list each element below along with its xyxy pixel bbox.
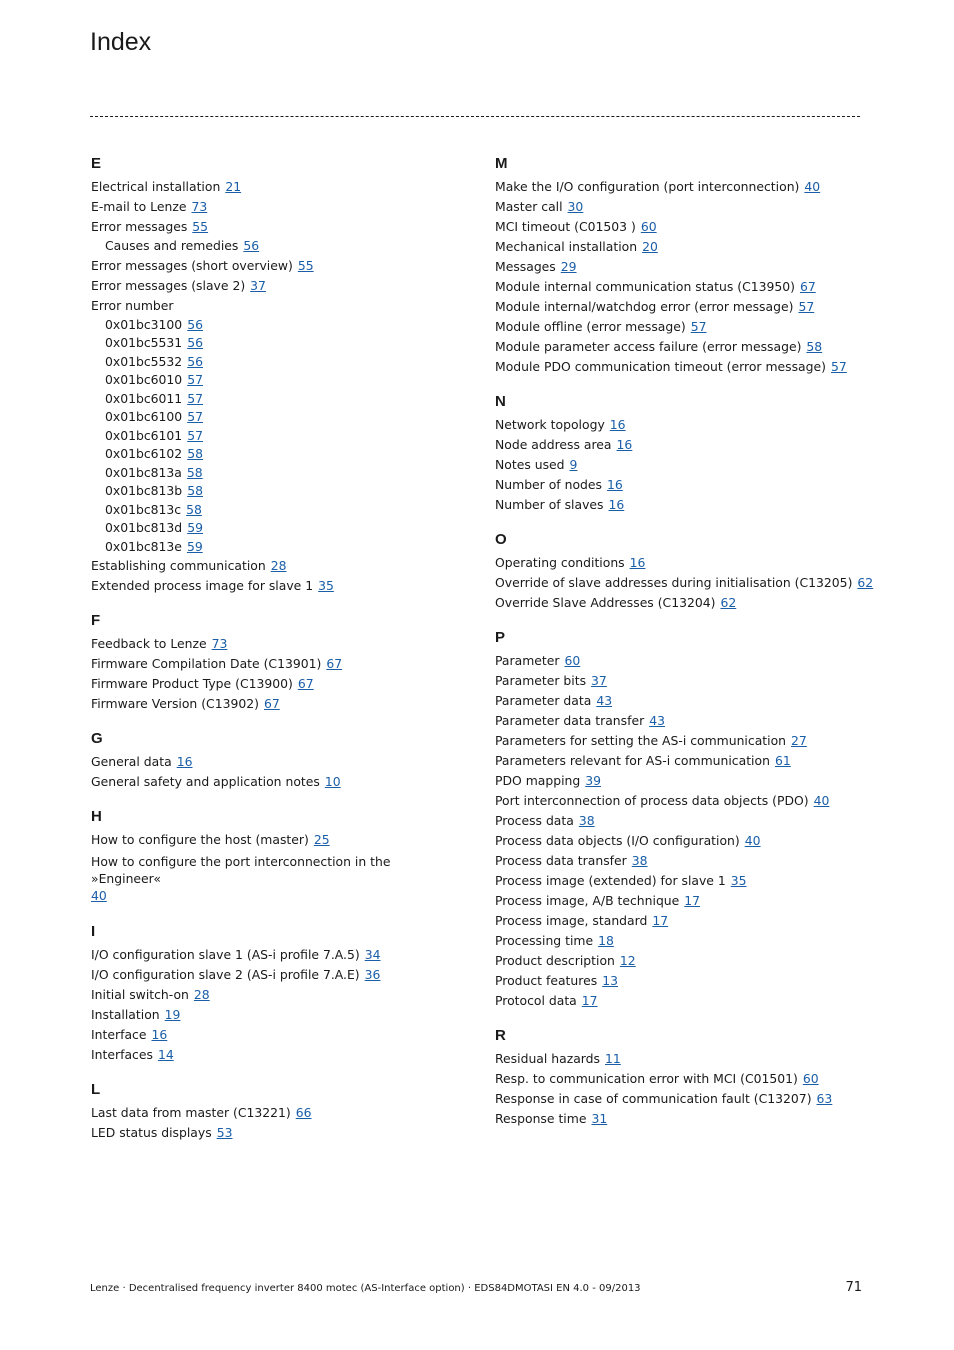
index-entry xyxy=(91,276,461,296)
page-link[interactable]: 67 xyxy=(799,279,816,294)
page-link[interactable]: 43 xyxy=(649,713,665,728)
index-letter-heading: O xyxy=(495,531,507,548)
page-link[interactable]: 55 xyxy=(297,257,314,273)
page-number: 71 xyxy=(845,1280,862,1295)
index-entry xyxy=(495,651,865,671)
index-entry-label: Process image, standard xyxy=(495,913,648,928)
page-link[interactable]: 58 xyxy=(806,339,823,354)
index-entry-label: I/O configuration slave 2 (AS-i profile 7.A.E) xyxy=(91,967,360,982)
page-link[interactable]: 10 xyxy=(324,774,341,789)
page-link[interactable]: 35 xyxy=(730,873,747,888)
page-link[interactable]: 16 xyxy=(606,477,623,492)
index-entry-label: Module PDO communication timeout (error message) xyxy=(495,359,826,374)
index-entry xyxy=(91,850,461,907)
index-entry xyxy=(91,634,461,654)
page-link[interactable]: 63 xyxy=(816,1091,833,1106)
index-entry xyxy=(495,435,865,455)
page-link[interactable]: 62 xyxy=(857,575,874,590)
index-entry xyxy=(91,945,461,965)
index-entry xyxy=(495,811,865,831)
index-entry-label: Firmware Version (C13902) xyxy=(91,696,259,711)
index-entry-label: Master call xyxy=(495,199,563,214)
page-link[interactable]: 57 xyxy=(187,390,203,406)
index-entry-label: Number of slaves xyxy=(495,497,604,512)
index-entry-label: Process image, A/B technique xyxy=(495,893,680,908)
page-link[interactable]: 28 xyxy=(270,558,287,573)
page-link[interactable]: 67 xyxy=(326,656,343,671)
index-entry xyxy=(91,464,461,483)
index-entry xyxy=(91,197,461,217)
page-link[interactable]: 57 xyxy=(830,359,847,374)
index-entry xyxy=(91,217,461,237)
page-link[interactable]: 17 xyxy=(652,913,669,928)
index-entry-label: Error messages (short overview) xyxy=(91,257,293,273)
index-entry-label: Module parameter access failure (error message) xyxy=(495,339,802,354)
index-letter-heading: E xyxy=(91,155,102,172)
page-link[interactable]: 57 xyxy=(187,427,203,443)
page-link[interactable]: 16 xyxy=(616,437,633,452)
index-entry xyxy=(495,337,865,357)
index-entry xyxy=(91,772,461,792)
page-link[interactable]: 17 xyxy=(581,993,598,1008)
index-entry-label: Parameters for setting the AS-i communication xyxy=(495,733,787,748)
index-entry xyxy=(495,691,865,711)
index-entry xyxy=(495,751,865,771)
page-link[interactable]: 73 xyxy=(211,636,228,651)
index-letter-heading: N xyxy=(495,393,506,410)
index-entry-label: 0x01bc813c xyxy=(105,501,182,517)
page-link[interactable]: 58 xyxy=(186,464,203,480)
index-entry-label: Number of nodes xyxy=(495,477,602,492)
index-entry xyxy=(91,965,461,985)
index-entry-label: Installation xyxy=(91,1007,160,1022)
index-letter-heading: L xyxy=(91,1081,101,1098)
page-link[interactable]: 17 xyxy=(684,893,701,908)
header-divider xyxy=(90,116,860,117)
index-entry-label: Module offline (error message) xyxy=(495,319,686,334)
index-entry-label: Error messages xyxy=(91,219,188,234)
index-entry-label: Error number xyxy=(91,297,174,313)
index-entry-label: Parameters relevant for AS-i communication xyxy=(495,753,770,768)
page-link[interactable]: 55 xyxy=(192,219,209,234)
index-entry-label: Protocol data xyxy=(495,993,577,1008)
page-link[interactable]: 38 xyxy=(631,853,648,868)
index-entry xyxy=(91,353,461,372)
index-entry xyxy=(495,851,865,871)
index-entry xyxy=(495,357,865,377)
page-link[interactable]: 59 xyxy=(186,538,203,554)
index-entry xyxy=(91,694,461,714)
page-link[interactable]: 29 xyxy=(560,259,577,274)
index-entry xyxy=(495,731,865,751)
page-link[interactable]: 16 xyxy=(176,754,193,769)
page-link[interactable]: 25 xyxy=(313,832,330,847)
page-link[interactable]: 28 xyxy=(193,987,210,1002)
index-entry xyxy=(495,831,865,851)
page-link[interactable]: 16 xyxy=(629,555,646,570)
index-entry xyxy=(495,553,865,573)
index-entry xyxy=(91,1005,461,1025)
index-entry-label: Port interconnection of process data objects (PDO) xyxy=(495,793,809,808)
index-entry-label: General data xyxy=(91,754,172,769)
index-entry-label: Make the I/O configuration (port interconnection) xyxy=(495,179,800,194)
index-entry xyxy=(91,654,461,674)
index-entry xyxy=(495,911,865,931)
page-link[interactable]: 57 xyxy=(798,299,815,314)
index-entry xyxy=(91,519,461,538)
index-entry-label: Causes and remedies xyxy=(105,238,239,253)
index-entry xyxy=(91,445,461,464)
index-entry xyxy=(495,1049,865,1069)
page-link[interactable]: 60 xyxy=(802,1071,819,1086)
index-entry xyxy=(91,501,461,520)
page-link[interactable]: 39 xyxy=(585,773,602,788)
index-entry xyxy=(91,1123,461,1143)
index-entry-label: Extended process image for slave 1 xyxy=(91,578,314,593)
index-entry xyxy=(495,671,865,691)
index-entry xyxy=(91,177,461,197)
page-link[interactable]: 37 xyxy=(591,673,607,688)
index-entry-label: Process image (extended) for slave 1 xyxy=(495,873,726,888)
page-link[interactable]: 16 xyxy=(151,1027,168,1042)
page-link[interactable]: 58 xyxy=(187,483,203,498)
index-entry-label: Module internal/watchdog error (error message) xyxy=(495,299,794,314)
index-entry-label: 0x01bc813a xyxy=(105,464,182,480)
index-entry xyxy=(91,538,461,557)
index-entry-label: Parameter data xyxy=(495,693,592,708)
page-link[interactable]: 57 xyxy=(187,409,203,424)
index-entry xyxy=(91,390,461,409)
index-entry-label: 0x01bc813d xyxy=(105,520,183,535)
index-entry xyxy=(495,297,865,317)
page-link[interactable]: 34 xyxy=(364,947,381,962)
index-entry xyxy=(495,237,865,257)
page-link[interactable]: 16 xyxy=(608,497,625,512)
page-link[interactable]: 31 xyxy=(591,1111,608,1126)
index-letter-heading: M xyxy=(495,155,508,172)
index-letter-heading: R xyxy=(495,1027,506,1044)
index-entry-label: Process data objects (I/O configuration) xyxy=(495,833,740,848)
page-link[interactable]: 40 xyxy=(744,833,761,848)
index-entry-label: Node address area xyxy=(495,437,612,452)
page-link[interactable]: 59 xyxy=(187,520,203,535)
page-link[interactable]: 27 xyxy=(791,733,807,748)
page-link[interactable]: 56 xyxy=(187,316,203,332)
index-entry-label: General safety and application notes xyxy=(91,774,320,789)
index-entry xyxy=(91,1045,461,1065)
index-letter-heading: F xyxy=(91,612,101,629)
index-entry xyxy=(495,1109,865,1129)
index-entry xyxy=(91,237,461,256)
index-entry xyxy=(495,971,865,991)
page-title: Index xyxy=(90,28,152,56)
index-entry-label: Firmware Compilation Date (C13901) xyxy=(91,656,322,671)
index-entry xyxy=(495,177,865,197)
index-entry-label: Response in case of communication fault (C13207) xyxy=(495,1091,812,1106)
page-link[interactable]: 56 xyxy=(187,335,203,350)
index-entry xyxy=(495,951,865,971)
index-entry-label: Residual hazards xyxy=(495,1051,601,1066)
index-entry-label: Parameter bits xyxy=(495,673,587,688)
index-entry-label: E-mail to Lenze xyxy=(91,199,187,214)
page-link[interactable]: 9 xyxy=(569,457,578,472)
index-entry xyxy=(495,711,865,731)
index-letter-heading: I xyxy=(91,923,96,940)
index-letter-heading: H xyxy=(91,808,102,825)
index-entry-label: How to configure the host (master) xyxy=(91,832,309,847)
index-entry xyxy=(495,217,865,237)
index-entry-label: 0x01bc3100 xyxy=(105,316,183,332)
page-link[interactable]: 40 xyxy=(804,179,821,194)
page-link[interactable]: 18 xyxy=(598,933,614,948)
index-letter-heading: G xyxy=(91,730,103,747)
index-entry-label: Parameter data transfer xyxy=(495,713,645,728)
index-entry xyxy=(495,475,865,495)
index-entry-label: 0x01bc5531 xyxy=(105,335,183,350)
index-entry xyxy=(91,556,461,576)
index-entry xyxy=(91,674,461,694)
index-entry-label: Process data xyxy=(495,813,574,828)
index-entry xyxy=(495,593,865,613)
index-entry-label: 0x01bc5532 xyxy=(105,353,183,369)
index-entry xyxy=(495,455,865,475)
index-entry xyxy=(91,256,461,276)
page-link[interactable]: 13 xyxy=(602,973,618,988)
index-entry-label: Product description xyxy=(495,953,615,968)
index-entry-label: Last data from master (C13221) xyxy=(91,1105,291,1120)
page-link[interactable]: 43 xyxy=(596,693,613,708)
index-entry xyxy=(91,296,461,316)
index-entry xyxy=(91,1025,461,1045)
page-link[interactable]: 67 xyxy=(297,676,314,691)
index-entry xyxy=(495,415,865,435)
index-entry-label: How to configure the port interconnection in the »Engineer« xyxy=(91,854,391,886)
index-entry xyxy=(495,771,865,791)
index-entry-label: 0x01bc6010 xyxy=(105,372,183,387)
index-entry-label: 0x01bc813b xyxy=(105,483,183,498)
index-entry xyxy=(91,371,461,390)
index-entry-label: MCI timeout (C01503 ) xyxy=(495,219,636,234)
index-entry xyxy=(495,791,865,811)
index-entry xyxy=(495,197,865,217)
page-link[interactable]: 60 xyxy=(640,219,657,234)
index-entry-label: Network topology xyxy=(495,417,605,432)
index-entry-label: Firmware Product Type (C13900) xyxy=(91,676,293,691)
index-entry xyxy=(495,931,865,951)
index-entry xyxy=(91,576,461,596)
index-entry xyxy=(91,985,461,1005)
index-entry-label: PDO mapping xyxy=(495,773,581,788)
index-entry xyxy=(91,752,461,772)
index-entry-label: LED status displays xyxy=(91,1125,212,1140)
page-link[interactable]: 73 xyxy=(191,199,208,214)
index-entry-label: Error messages (slave 2) xyxy=(91,277,246,293)
page-link[interactable]: 19 xyxy=(164,1007,181,1022)
page-link[interactable]: 66 xyxy=(295,1105,312,1120)
index-entry-label: Parameter xyxy=(495,653,560,668)
index-entry-label: Notes used xyxy=(495,457,565,472)
page-link[interactable]: 58 xyxy=(187,446,203,461)
page-link[interactable]: 36 xyxy=(364,967,381,982)
page-link[interactable]: 61 xyxy=(774,753,791,768)
index-entry xyxy=(91,830,461,850)
index-entry xyxy=(91,482,461,501)
index-entry-label: 0x01bc6102 xyxy=(105,446,183,461)
index-entry xyxy=(495,317,865,337)
index-entry-label: Electrical installation xyxy=(91,179,221,194)
page-link[interactable]: 58 xyxy=(186,501,202,517)
index-entry xyxy=(91,334,461,353)
index-entry-label: I/O configuration slave 1 (AS-i profile 7.A.5) xyxy=(91,947,360,962)
index-entry xyxy=(495,277,865,297)
index-entry xyxy=(91,408,461,427)
index-entry xyxy=(495,495,865,515)
index-entry xyxy=(495,871,865,891)
page-link[interactable]: 14 xyxy=(157,1047,174,1062)
page-link[interactable]: 16 xyxy=(609,417,626,432)
index-entry-label: Processing time xyxy=(495,933,594,948)
index-entry xyxy=(495,991,865,1011)
index-entry-label: Override of slave addresses during initialisation (C13205) xyxy=(495,575,853,590)
index-column-right xyxy=(495,154,874,1129)
page-link[interactable]: 20 xyxy=(642,239,658,254)
page-link[interactable]: 21 xyxy=(225,179,242,194)
index-entry xyxy=(91,1103,461,1123)
index-entry xyxy=(495,257,865,277)
index-entry-label: Establishing communication xyxy=(91,558,266,573)
page-link[interactable]: 56 xyxy=(187,353,203,369)
index-entry-label: Feedback to Lenze xyxy=(91,636,207,651)
index-entry xyxy=(495,891,865,911)
page-link[interactable]: 57 xyxy=(187,372,203,387)
index-entry-label: Initial switch-on xyxy=(91,987,189,1002)
page-link[interactable]: 56 xyxy=(243,238,260,253)
page-link[interactable]: 53 xyxy=(216,1125,233,1140)
index-entry-label: Mechanical installation xyxy=(495,239,638,254)
index-entry-label: Interface xyxy=(91,1027,147,1042)
index-entry-label: 0x01bc813e xyxy=(105,538,182,554)
page-link[interactable]: 30 xyxy=(567,199,584,214)
index-entry xyxy=(91,316,461,335)
index-entry-label: Process data transfer xyxy=(495,853,627,868)
index-entry-label: 0x01bc6100 xyxy=(105,409,183,424)
index-entry-label: 0x01bc6011 xyxy=(105,390,183,406)
page-link[interactable]: 40 xyxy=(813,793,830,808)
index-entry xyxy=(91,427,461,446)
index-entry-label: Product features xyxy=(495,973,598,988)
page-link[interactable]: 38 xyxy=(578,813,595,828)
index-entry xyxy=(495,573,874,593)
index-entry-label: Messages xyxy=(495,259,556,274)
page-link[interactable]: 62 xyxy=(720,595,737,610)
index-column-left xyxy=(91,154,461,1143)
index-entry-label: Resp. to communication error with MCI (C01501) xyxy=(495,1071,798,1086)
page-link[interactable]: 37 xyxy=(250,277,266,293)
page-link[interactable]: 35 xyxy=(318,578,334,593)
index-entry xyxy=(495,1069,865,1089)
index-entry-label: Module internal communication status (C13950) xyxy=(495,279,795,294)
page-link[interactable]: 12 xyxy=(619,953,636,968)
index-entry xyxy=(495,1089,865,1109)
index-entry-label: Operating conditions xyxy=(495,555,625,570)
page-link[interactable]: 11 xyxy=(605,1051,621,1066)
footer-text: Lenze · Decentralised frequency inverter 8400 motec (AS-Interface option) · EDS84DMOTASI EN 4.0 - 09/2013 xyxy=(90,1283,641,1294)
page-link[interactable]: 40 xyxy=(91,888,107,903)
index-entry-label: Response time xyxy=(495,1111,587,1126)
page-link[interactable]: 67 xyxy=(263,696,280,711)
page-link[interactable]: 60 xyxy=(564,653,581,668)
index-entry-label: Override Slave Addresses (C13204) xyxy=(495,595,716,610)
index-letter-heading: P xyxy=(495,629,506,646)
index-entry-label: Interfaces xyxy=(91,1047,153,1062)
index-entry-label: 0x01bc6101 xyxy=(105,427,183,443)
page-link[interactable]: 57 xyxy=(690,319,707,334)
